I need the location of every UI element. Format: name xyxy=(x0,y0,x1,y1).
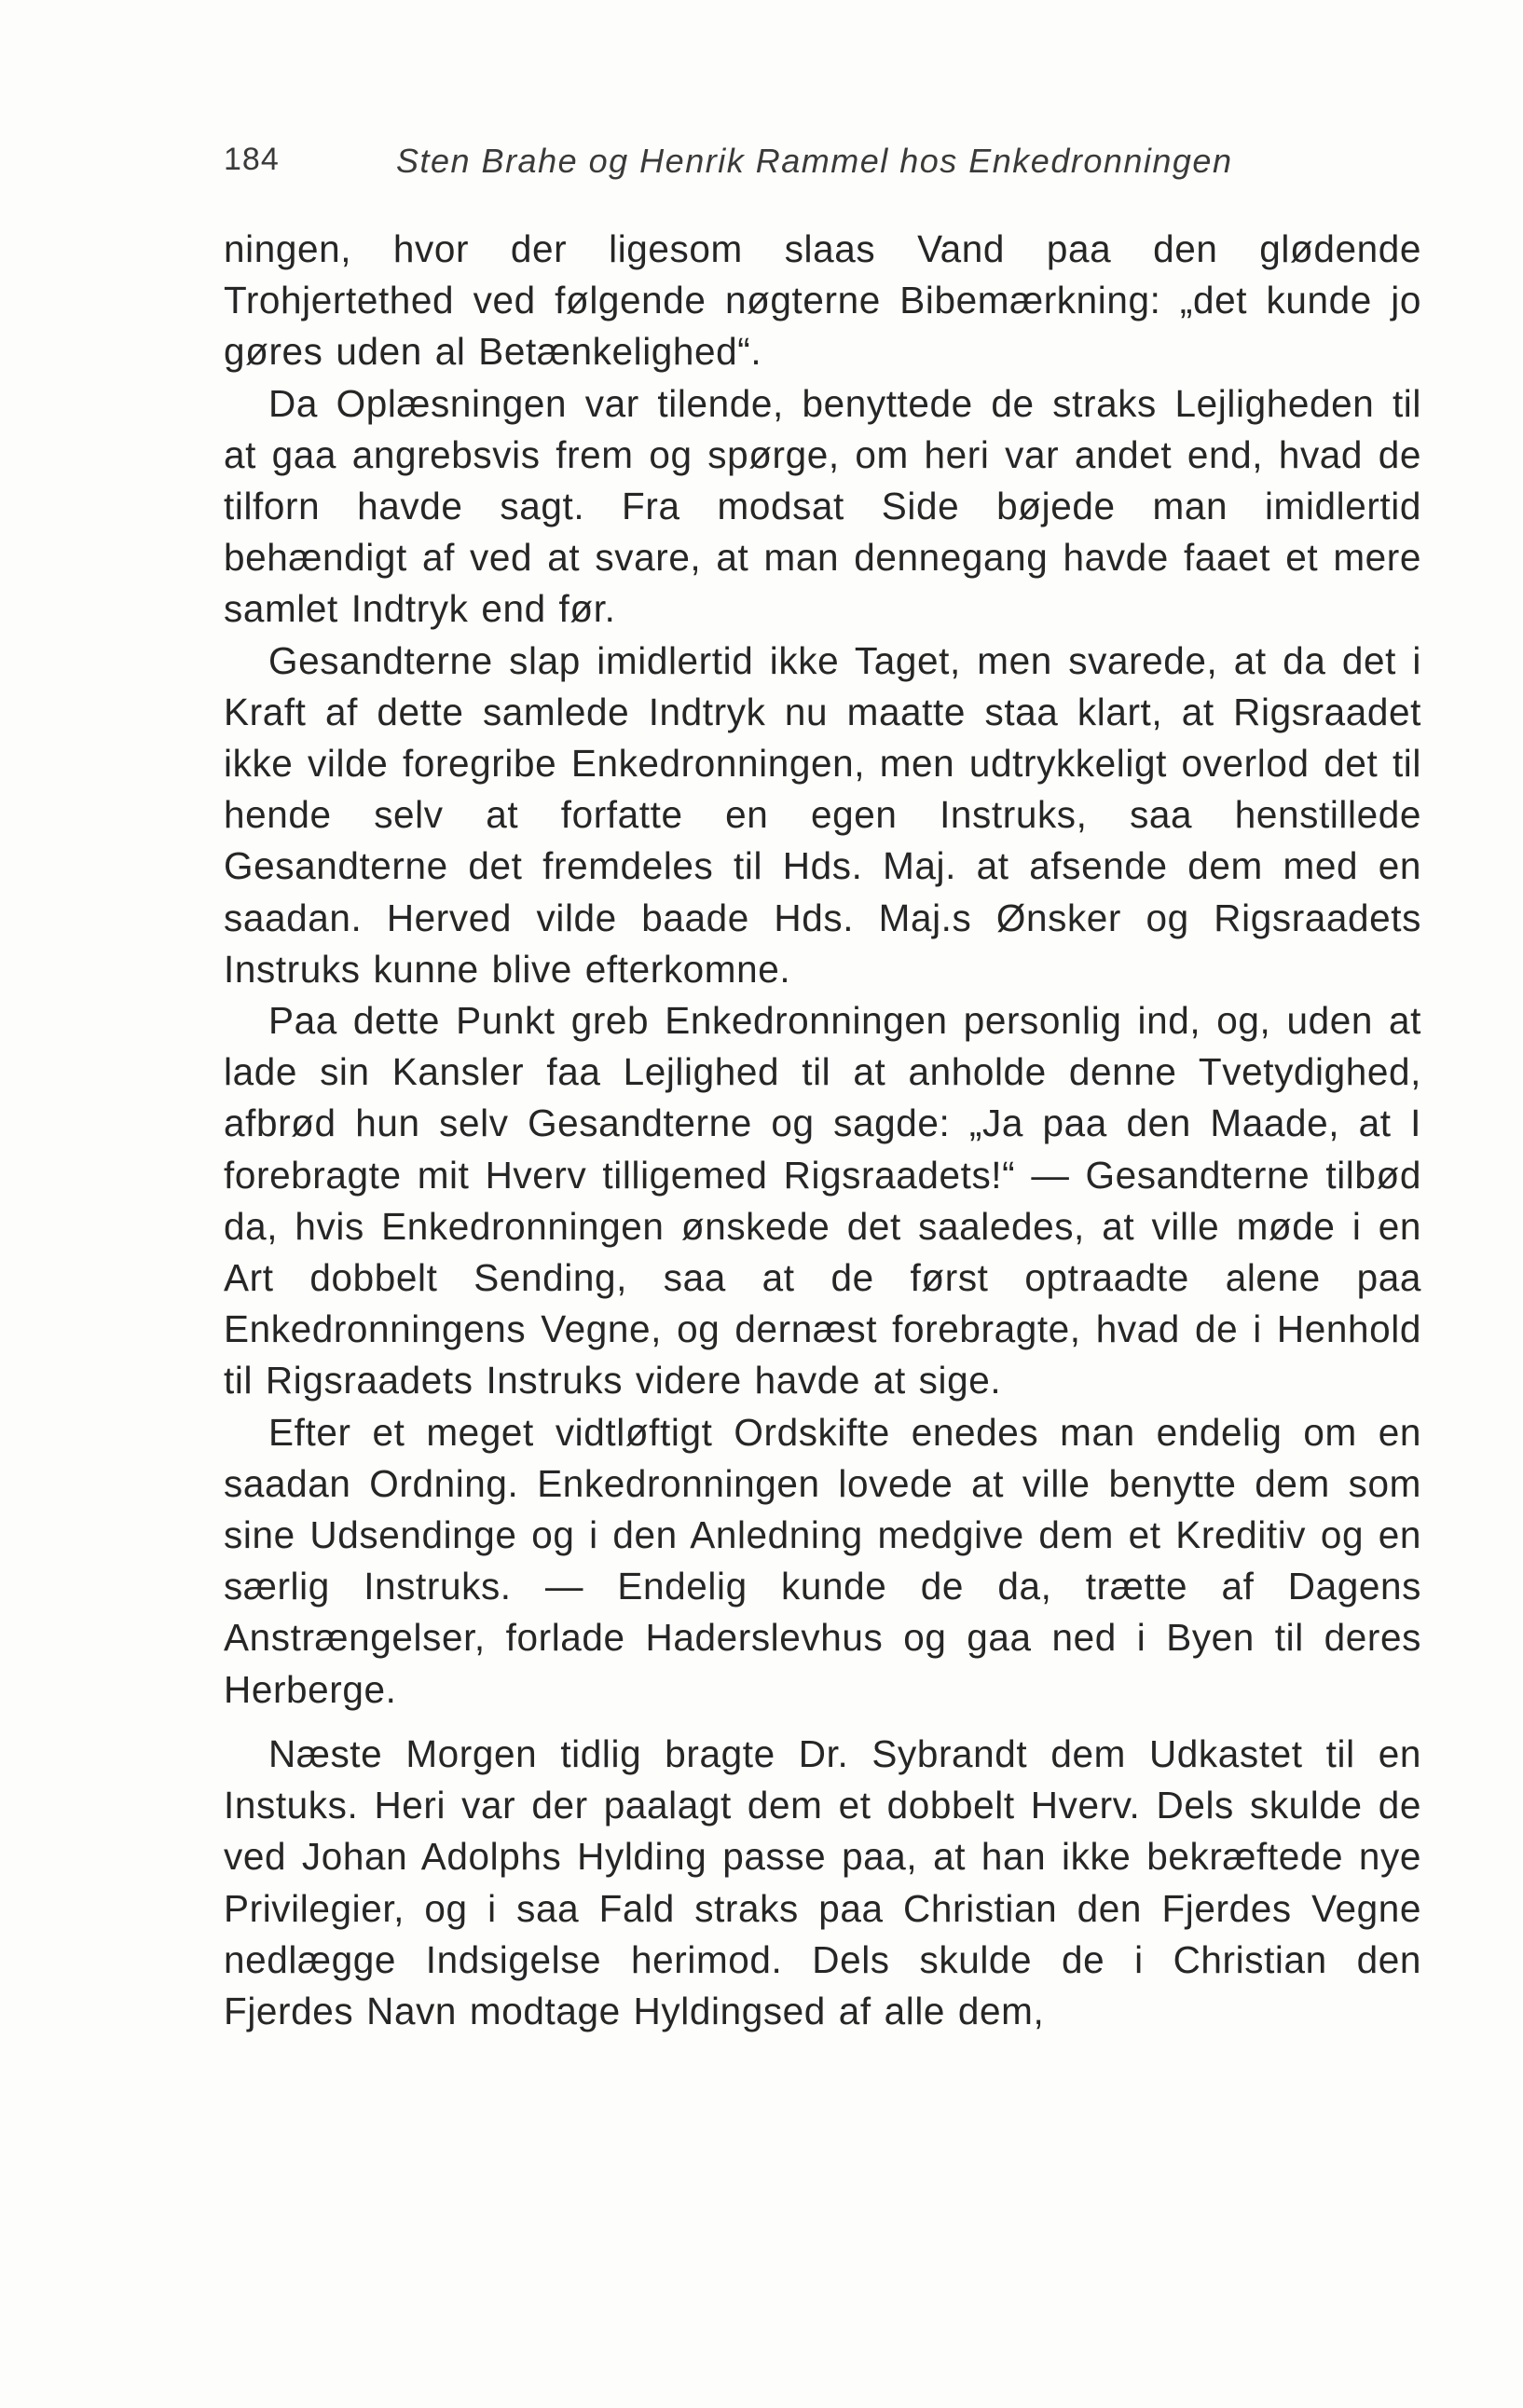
running-title: Sten Brahe og Henrik Rammel hos Enkedronningen xyxy=(396,142,1233,180)
paragraph: ningen, hvor der ligesom slaas Vand paa den glødende Trohjertethed ved følgende nøgterne Bibemærkning: „det kunde jo gøres uden al Betænkelighed“. xyxy=(224,227,1421,374)
paragraph: Efter et meget vidtløftigt Ordskifte enedes man endelig om en saadan Ordning. Enkedronningen lovede at ville benytte dem som sine Udsendinge og i den Anledning medgive dem et Kreditiv og en særlig Instruks. — Endelig kunde de da, trætte af Dagens Anstrængelser, forlade Haderslevhus og gaa ned i Byen til deres Herberge. xyxy=(224,1410,1421,1711)
running-head xyxy=(224,142,1421,188)
paragraph: Da Oplæsningen var tilende, benyttede de straks Lejligheden til at gaa angrebsvis frem og spørge, om heri var andet end, hvad de tilforn havde sagt. Fra modsat Side bøjede man imidlertid behændigt af ved at svare, at man dennegang havde faaet et mere samlet Indtryk end før. xyxy=(224,381,1421,631)
body-text xyxy=(224,224,1421,2037)
paragraph: Gesandterne slap imidlertid ikke Taget, men svarede, at da det i Kraft af dette samlede Indtryk nu maatte staa klart, at Rigsraadet ikke vilde foregribe Enkedronningen, men udtrykkeligt overlod det til hende selv at forfatte en egen Instruks, saa henstillede Gesandterne det fremdeles til Hds. Maj. at afsende dem med en saadan. Herved vilde baade Hds. Maj.s Ønsker og Rigsraadets Instruks kunne blive efterkomne. xyxy=(224,638,1421,991)
page-number: 184 xyxy=(224,142,280,177)
paragraph: Paa dette Punkt greb Enkedronningen personlig ind, og, uden at lade sin Kansler faa Lejlighed til at anholde denne Tvetydighed, afbrød hun selv Gesandterne og sagde: „Ja paa den Maade, at I forebragte mit Hverv tilligemed Rigsraadets!“ — Gesandterne tilbød da, hvis Enkedronningen ønskede det saaledes, at ville møde i en Art dobbelt Sending, saa at de først optraadte alene paa Enkedronningens Vegne, og dernæst forebragte, hvad de i Henhold til Rigsraadets Instruks videre havde at sige. xyxy=(224,999,1421,1402)
paragraph: Næste Morgen tidlig bragte Dr. Sybrandt dem Udkastet til en Instuks. Heri var der paalagt dem et dobbelt Hverv. Dels skulde de ved Johan Adolphs Hylding passe paa, at han ikke bekræftede nye Privilegier, og i saa Fald straks paa Christian den Fjerdes Vegne nedlægge Indsigelse herimod. Dels skulde de i Christian den Fjerdes Navn modtage Hyldingsed af alle dem, xyxy=(224,1731,1421,2032)
